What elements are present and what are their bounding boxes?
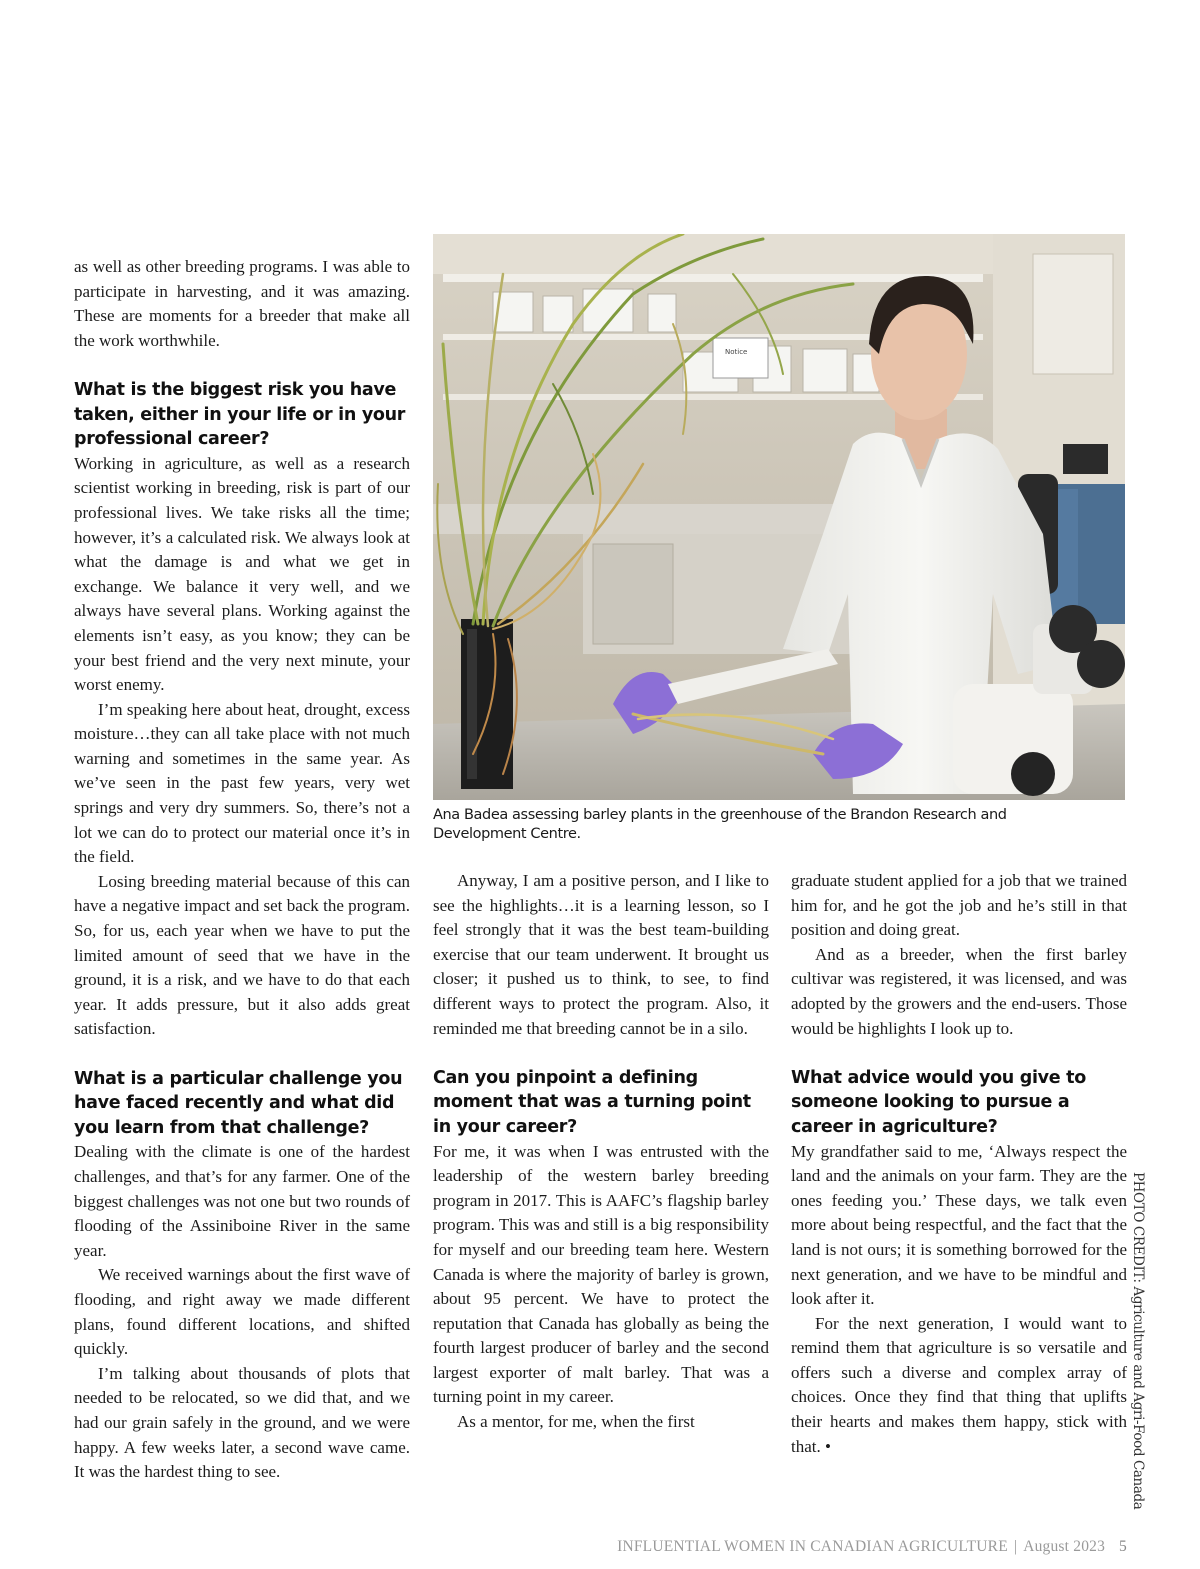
question-heading-advice: What advice would you give to someone looking to pursue a career in agriculture? <box>791 1067 1086 1137</box>
paragraph: Losing breeding material because of this can have a negative impact and set back the program. So, for us, each year when we have to put the limited amount of seed that we have in the ground, it is a risk, and we have to do that each year. It adds pressure, but it also adds great satisfaction. <box>74 871 410 1039</box>
paragraph: graduate student applied for a job that we trained him for, and he got the job and he’s still in that position and doing great. <box>791 871 1127 940</box>
issue-date: August 2023 <box>1023 1538 1106 1555</box>
page-number: 5 <box>1119 1538 1127 1555</box>
question-heading-defining-moment: Can you pinpoint a defining moment that was a turning point in your career? <box>433 1067 751 1137</box>
page-footer <box>617 1538 1127 1556</box>
question-heading-risk: What is the biggest risk you have taken, either in your life or in your professional career? <box>74 379 406 450</box>
footer-separator: | <box>1013 1538 1018 1555</box>
paragraph: as well as other breeding programs. I was able to participate in harvesting, and it was amazing. These are moments for a breeder that make all the work worthwhile. <box>74 257 410 350</box>
paragraph: Working in agriculture, as well as a research scientist working in breeding, risk is part of our professional lives. We take risks all the time; however, it’s a calculated risk. We always look at what the damage is and what we get in exchange. We balance it very well, and we always have several plans. Working against the elements isn’t easy, as you know; they can be your best friend and the very next minute, your worst enemy. <box>74 453 410 695</box>
notice-sign-text: Notice <box>725 348 748 356</box>
paragraph: For the next generation, I would want to remind them that agriculture is so versatile and offers such a diverse and complex array of choices. Once they find that thing that uplifts their hearts and makes them happy, stick with that. • <box>791 1313 1127 1456</box>
publication-name: INFLUENTIAL WOMEN IN CANADIAN AGRICULTURE <box>617 1538 1008 1555</box>
paragraph: Dealing with the climate is one of the hardest challenges, and that’s for any farmer. One of the biggest challenges was not one but two rounds of flooding of the Assiniboine River in the same year. <box>74 1142 410 1260</box>
photo-credit: PHOTO CREDIT: Agriculture and Agri-Food Canada <box>1130 1172 1146 1510</box>
paragraph: And as a breeder, when the first barley cultivar was registered, it was licensed, and was adopted by the growers and the end-users. Those would be highlights I look up to. <box>791 944 1127 1038</box>
paragraph: For me, it was when I was entrusted with the leadership of the western barley breeding program in 2017. This is AAFC’s flagship barley program. This was and still is a big responsibility for myself and our breeding team here. Western Canada is where the majority of barley is grown, about 95 percent. We have to protect the reputation that Canada has globally as being the fourth largest producer of barley and the second largest exporter of malt barley. That was a turning point in my career. <box>433 1141 769 1407</box>
article-photo <box>433 234 1125 800</box>
paragraph: We received warnings about the first wave of flooding, and right away we made different plans, found different locations, and shifted quickly. <box>74 1265 410 1359</box>
paragraph: I’m talking about thousands of plots that needed to be relocated, so we did that, and we had our grain safely in the ground, and we were happy. A few weeks later, a second wave came. It was the hardest thing to see. <box>74 1363 410 1482</box>
paragraph: I’m speaking here about heat, drought, excess moisture…they can all take place with not much warning and sometimes in the same year. As we’ve seen in the past few years, very wet springs and very dry summers. So, there’s not a lot we can do to protect our material once it’s in the field. <box>74 699 410 867</box>
photo-caption: Ana Badea assessing barley plants in the greenhouse of the Brandon Research and Development Centre. <box>433 807 1007 842</box>
paragraph: Anyway, I am a positive person, and I like to see the highlights…it is a learning lesson, so I feel strongly that it was the best team-building exercise that our team underwent. It brought us closer; it pushed us to think, to see, to find different ways to protect the program. Also, it reminded me that breeding cannot be in a silo. <box>433 871 769 1038</box>
paragraph: My grandfather said to me, ‘Always respect the land and the animals on your farm. They are the ones feeding you.’ These days, we talk even more about being respectful, and the fact that the land is not ours; it is something borrowed for the next generation, and we have to be mindful and look after it. <box>791 1141 1127 1309</box>
article-column-3 <box>791 869 1127 1459</box>
article-column-1 <box>74 255 410 1485</box>
question-heading-challenge: What is a particular challenge you have faced recently and what did you learn from that challenge? <box>74 1068 403 1138</box>
paragraph: As a mentor, for me, when the first <box>457 1412 695 1432</box>
article-column-2 <box>433 869 769 1435</box>
